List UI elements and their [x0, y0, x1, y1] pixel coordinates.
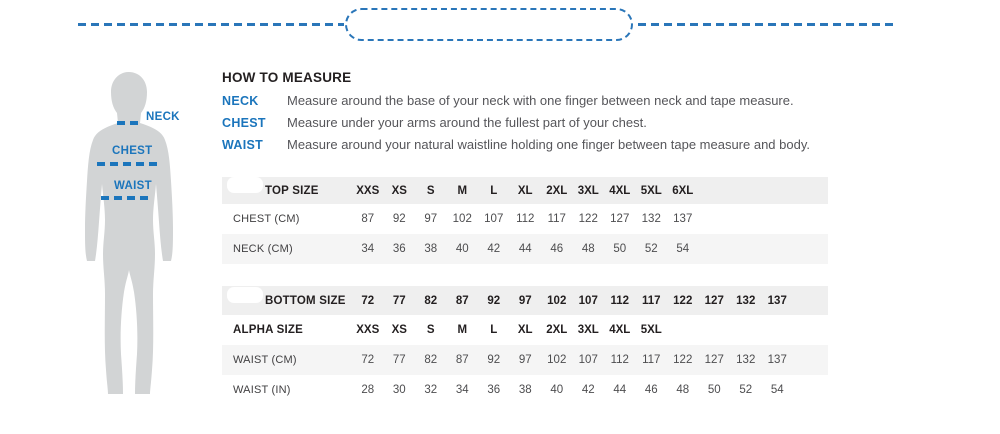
size-value-cell: 40 — [550, 384, 564, 396]
figure-waist-dash-line — [101, 196, 153, 200]
size-value-cell: 32 — [424, 384, 438, 396]
size-value-cell: 102 — [547, 354, 567, 366]
figure-neck-label: NECK — [146, 111, 180, 123]
size-value-cell: 107 — [484, 213, 504, 225]
top-size-table — [222, 177, 828, 264]
bottom-size-table — [222, 286, 828, 405]
size-value-cell: 46 — [550, 243, 564, 255]
size-value-cell: XS — [391, 324, 407, 336]
size-value-cell: 77 — [392, 354, 406, 366]
top-size-header-label: TOP SIZE — [222, 185, 352, 197]
size-column-header: 2XL — [546, 184, 568, 197]
brand-logo-placeholder — [227, 287, 263, 303]
size-value-cell: 132 — [641, 213, 661, 225]
size-value-cell: 122 — [578, 213, 598, 225]
size-value-cell: 117 — [642, 354, 661, 366]
size-value-cell: L — [490, 324, 498, 336]
size-value-cell: 82 — [424, 354, 438, 366]
size-value-cell: 44 — [613, 384, 627, 396]
top-size-header-row — [222, 177, 828, 204]
size-value-cell: 38 — [518, 384, 532, 396]
size-value-cell: S — [426, 324, 435, 336]
size-column-header: 102 — [547, 294, 567, 307]
how-to-measure-title: HOW TO MEASURE — [222, 70, 352, 85]
size-value-cell: 52 — [644, 243, 658, 255]
size-value-cell: 127 — [704, 354, 724, 366]
waist-in-label: WAIST (IN) — [233, 384, 291, 396]
size-column-header: S — [426, 184, 435, 197]
alpha-size-label: ALPHA SIZE — [233, 324, 303, 336]
size-value-cell: 48 — [676, 384, 690, 396]
size-value-cell: 28 — [361, 384, 375, 396]
size-column-header: M — [457, 184, 468, 197]
figure-neck-dash-line — [117, 121, 140, 125]
size-value-cell: 48 — [581, 243, 595, 255]
size-value-cell: 122 — [673, 354, 693, 366]
size-value-cell: 97 — [518, 354, 532, 366]
size-column-header: 107 — [578, 294, 598, 307]
measure-instruction-row — [222, 137, 942, 159]
size-column-header: 132 — [736, 294, 756, 307]
size-value-cell: M — [457, 324, 468, 336]
top-size-columns — [352, 185, 699, 197]
size-column-header: XS — [391, 184, 407, 197]
size-value-cell: 3XL — [577, 324, 599, 336]
measure-part-label: WAIST — [222, 138, 264, 152]
size-column-header: 6XL — [672, 184, 694, 197]
measure-instruction-row — [222, 115, 942, 137]
measure-instruction-text: Measure around your natural waistline holding one finger between tape measure and body. — [287, 137, 810, 152]
size-value-cell: 34 — [455, 384, 469, 396]
size-column-header: XXS — [356, 184, 380, 197]
size-value-cell: XXS — [356, 324, 380, 336]
size-column-header: 122 — [673, 294, 693, 307]
size-value-cell: 50 — [707, 384, 721, 396]
bottom-size-header-label: BOTTOM SIZE — [222, 295, 352, 307]
size-column-header: L — [490, 184, 498, 197]
size-value-cell: 112 — [516, 213, 535, 225]
neck-cm-values — [352, 243, 699, 255]
size-column-header: 97 — [518, 294, 532, 307]
waist-in-values — [352, 384, 793, 396]
size-column-header: XL — [517, 184, 533, 197]
size-value-cell: 117 — [547, 213, 566, 225]
waist-in-row — [222, 375, 828, 405]
size-value-cell: 87 — [361, 213, 375, 225]
size-value-cell: 44 — [518, 243, 532, 255]
size-value-cell: 52 — [739, 384, 753, 396]
chest-cm-row — [222, 204, 828, 234]
size-column-header: 137 — [767, 294, 787, 307]
size-column-header: 112 — [610, 294, 630, 307]
neck-cm-row — [222, 234, 828, 264]
figure-chest-dash-line — [97, 162, 158, 166]
size-value-cell: 127 — [610, 213, 630, 225]
size-value-cell: 137 — [767, 354, 787, 366]
size-value-cell: 72 — [361, 354, 375, 366]
size-column-header: 82 — [424, 294, 438, 307]
measure-instruction-text: Measure under your arms around the fullest part of your chest. — [287, 115, 647, 130]
size-value-cell: 54 — [770, 384, 784, 396]
dashed-divider-left — [78, 23, 344, 26]
figure-chest-label: CHEST — [112, 145, 153, 157]
size-value-cell: 36 — [392, 243, 406, 255]
size-column-header: 127 — [704, 294, 724, 307]
measure-part-label: CHEST — [222, 116, 266, 130]
how-to-measure-section — [222, 70, 942, 159]
measure-instruction-row — [222, 93, 942, 115]
bottom-size-header-row — [222, 286, 828, 315]
size-value-cell: 42 — [487, 243, 501, 255]
waist-cm-row — [222, 345, 828, 375]
size-value-cell: 137 — [673, 213, 693, 225]
size-value-cell: 34 — [361, 243, 375, 255]
size-value-cell: 30 — [392, 384, 406, 396]
size-value-cell: 87 — [455, 354, 469, 366]
size-column-header: 4XL — [609, 184, 631, 197]
size-value-cell: 92 — [487, 354, 501, 366]
brand-logo-placeholder — [227, 177, 263, 193]
size-column-header: 72 — [361, 294, 375, 307]
size-value-cell: 4XL — [609, 324, 631, 336]
size-column-header: 87 — [455, 294, 469, 307]
chest-cm-values — [352, 213, 699, 225]
size-value-cell: 38 — [424, 243, 438, 255]
size-value-cell: 112 — [610, 354, 629, 366]
size-value-cell: 5XL — [640, 324, 662, 336]
size-column-header: 77 — [392, 294, 406, 307]
figure-waist-label: WAIST — [114, 180, 152, 192]
size-column-header: 117 — [641, 294, 661, 307]
size-value-cell: 54 — [676, 243, 690, 255]
dashed-divider-right — [638, 23, 894, 26]
how-to-measure-list — [222, 93, 942, 159]
dashed-capsule-divider — [345, 8, 633, 41]
size-value-cell: 36 — [487, 384, 501, 396]
waist-cm-label: WAIST (CM) — [233, 354, 297, 366]
size-value-cell: XL — [517, 324, 533, 336]
measure-instruction-text: Measure around the base of your neck with one finger between neck and tape measure. — [287, 93, 794, 108]
size-column-header: 3XL — [577, 184, 599, 197]
chest-cm-label: CHEST (CM) — [233, 213, 300, 225]
alpha-size-row — [222, 315, 828, 345]
size-value-cell: 132 — [736, 354, 756, 366]
alpha-size-values — [352, 324, 667, 336]
size-value-cell: 50 — [613, 243, 627, 255]
measure-part-label: NECK — [222, 94, 259, 108]
size-value-cell: 40 — [455, 243, 469, 255]
size-value-cell: 46 — [644, 384, 658, 396]
size-value-cell: 107 — [578, 354, 598, 366]
size-value-cell: 42 — [581, 384, 595, 396]
size-value-cell: 102 — [452, 213, 472, 225]
size-column-header: 92 — [487, 294, 501, 307]
size-column-header: 5XL — [640, 184, 662, 197]
waist-cm-values — [352, 354, 793, 366]
bottom-size-columns — [352, 295, 793, 307]
size-value-cell: 2XL — [546, 324, 568, 336]
size-value-cell: 92 — [392, 213, 406, 225]
size-value-cell: 97 — [424, 213, 438, 225]
neck-cm-label: NECK (CM) — [233, 243, 293, 255]
